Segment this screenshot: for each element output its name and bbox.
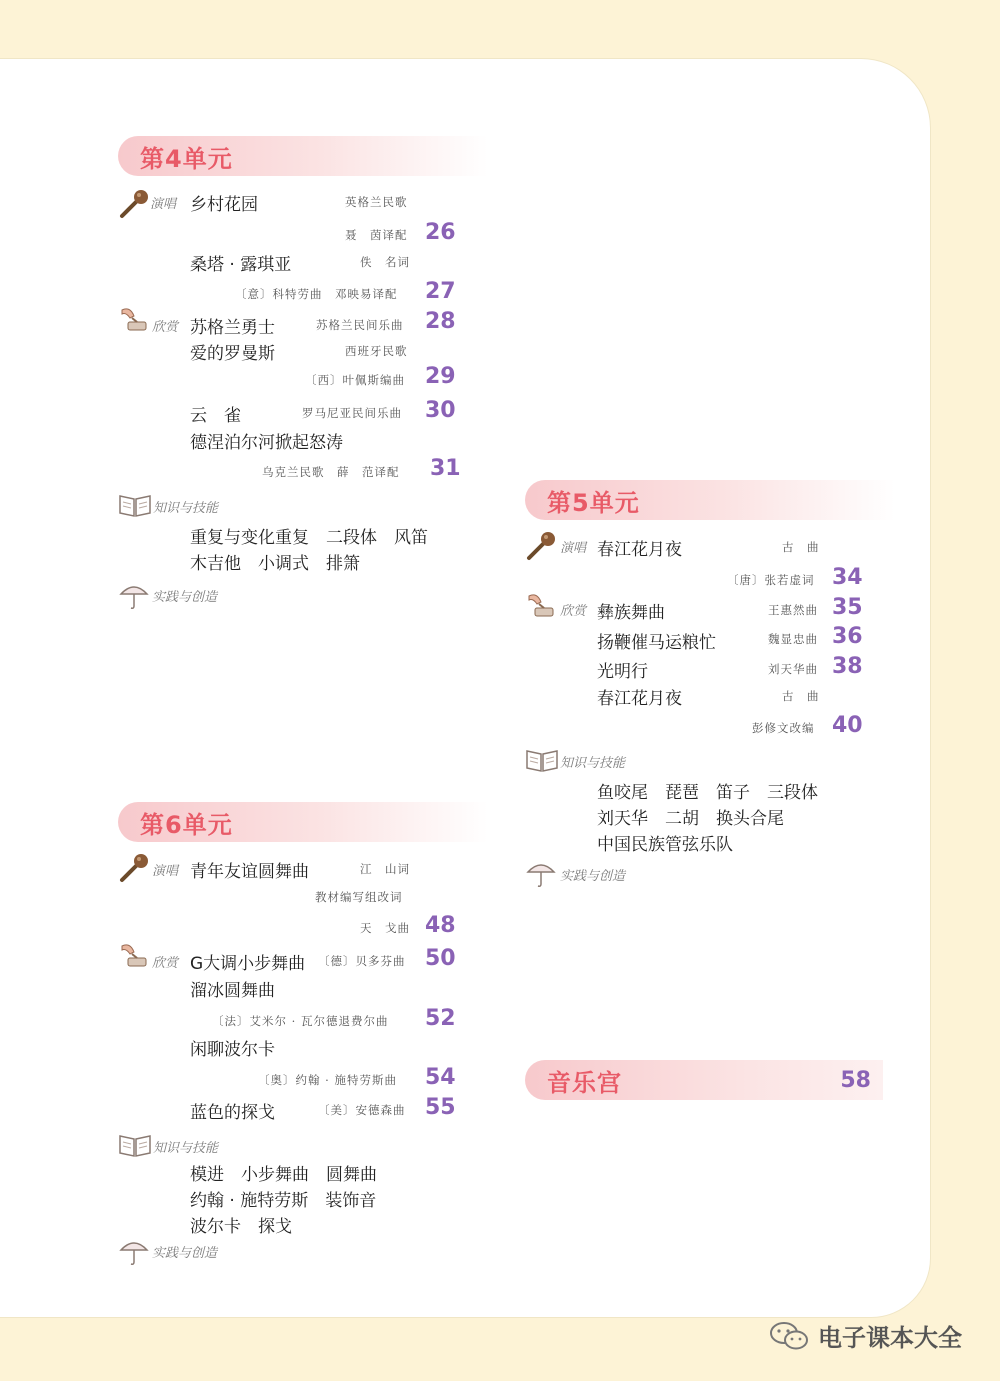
unit-4-header [118, 136, 488, 176]
song-title[interactable]: 青年友谊圆舞曲 [190, 862, 309, 882]
page-number[interactable]: 27 [425, 279, 456, 304]
song-credit: 〔德〕贝多芬曲 [318, 954, 406, 968]
song-credit: 〔唐〕张若虚词 [727, 573, 815, 587]
page-number[interactable]: 54 [425, 1065, 456, 1090]
open-book-icon [525, 745, 559, 773]
song-credit: 刘天华曲 [768, 662, 818, 676]
page-number[interactable]: 50 [425, 946, 456, 971]
song-title[interactable]: 云 雀 [190, 406, 241, 426]
song-credit: 〔法〕艾米尔 · 瓦尔德退费尔曲 [212, 1014, 389, 1028]
song-credit: 古 曲 [782, 689, 820, 703]
song-credit: 王惠然曲 [768, 603, 818, 617]
page-number[interactable]: 34 [832, 565, 863, 590]
listen-label: 欣赏 [152, 956, 179, 971]
open-book-icon [118, 490, 152, 518]
umbrella-icon [118, 1236, 150, 1266]
page-number[interactable]: 35 [832, 595, 863, 620]
song-title[interactable]: 蓝色的探戈 [190, 1103, 275, 1123]
knowledge-label: 知识与技能 [153, 501, 219, 516]
song-title[interactable]: 春江花月夜 [597, 540, 682, 560]
song-title[interactable]: 苏格兰勇士 [190, 318, 275, 338]
song-credit: 魏显忠曲 [768, 632, 818, 646]
song-credit: 〔美〕安德森曲 [318, 1103, 406, 1117]
open-book-icon [118, 1130, 152, 1158]
page-number[interactable]: 26 [425, 220, 456, 245]
song-credit: 聂 茵译配 [345, 228, 408, 242]
microphone-icon [118, 188, 150, 220]
music-palace-title: 音乐宫 [547, 1068, 622, 1097]
page-number[interactable]: 48 [425, 913, 456, 938]
gramophone-icon [118, 940, 150, 972]
sing-label: 演唱 [152, 864, 179, 879]
listen-label: 欣赏 [152, 320, 179, 335]
watermark-text: 电子课本大全 [818, 1324, 962, 1352]
practice-label: 实践与创造 [152, 590, 218, 605]
keyword-line: 重复与变化重复 二段体 风笛 [190, 528, 428, 548]
song-title[interactable]: 闲聊波尔卡 [190, 1040, 275, 1060]
song-credit: 江 山词 [360, 862, 410, 876]
unit-5-header [525, 480, 895, 520]
page-number[interactable]: 40 [832, 713, 863, 738]
song-credit: 罗马尼亚民间乐曲 [302, 406, 402, 420]
unit-5-title: 第5单元 [547, 488, 640, 517]
song-title[interactable]: 德涅泊尔河掀起怒涛 [190, 433, 343, 453]
gramophone-icon [525, 590, 557, 622]
song-credit: 英格兰民歌 [345, 195, 408, 209]
microphone-icon [118, 852, 150, 884]
song-credit: 〔意〕科特劳曲 邓映易译配 [235, 287, 398, 301]
song-title[interactable]: 彝族舞曲 [597, 603, 665, 623]
music-palace-page[interactable]: 58 [840, 1068, 871, 1093]
knowledge-label: 知识与技能 [560, 756, 626, 771]
page-number[interactable]: 31 [430, 456, 461, 481]
page-number[interactable]: 55 [425, 1095, 456, 1120]
song-credit: 〔西〕叶佩斯编曲 [305, 373, 405, 387]
song-title[interactable]: 扬鞭催马运粮忙 [597, 633, 716, 653]
song-title[interactable]: 桑塔 · 露琪亚 [190, 255, 292, 275]
song-title[interactable]: 春江花月夜 [597, 689, 682, 709]
page-number[interactable]: 29 [425, 364, 456, 389]
umbrella-icon [525, 858, 557, 888]
sing-label: 演唱 [560, 541, 587, 556]
page-number[interactable]: 36 [832, 624, 863, 649]
practice-label: 实践与创造 [152, 1246, 218, 1261]
keyword-line: 波尔卡 探戈 [190, 1217, 292, 1237]
knowledge-label: 知识与技能 [153, 1141, 219, 1156]
song-title[interactable]: 乡村花园 [190, 195, 258, 215]
unit-6-title: 第6单元 [140, 810, 233, 839]
gramophone-icon [118, 304, 150, 336]
song-title[interactable]: 溜冰圆舞曲 [190, 981, 275, 1001]
keyword-line: 木吉他 小调式 排箫 [190, 554, 360, 574]
keyword-line: 模进 小步舞曲 圆舞曲 [190, 1165, 377, 1185]
microphone-icon [525, 530, 557, 562]
song-credit: 教材编写组改词 [315, 890, 403, 904]
song-credit: 古 曲 [782, 540, 820, 554]
song-title[interactable]: G大调小步舞曲 [190, 954, 306, 974]
page-number[interactable]: 38 [832, 654, 863, 679]
watermark [768, 1318, 962, 1353]
song-credit: 苏格兰民间乐曲 [316, 318, 404, 332]
unit-4-title: 第4单元 [140, 144, 233, 173]
umbrella-icon [118, 580, 150, 610]
sing-label: 演唱 [150, 197, 177, 212]
song-credit: 天 戈曲 [360, 921, 410, 935]
page-number[interactable]: 28 [425, 309, 456, 334]
unit-6-header [118, 802, 488, 842]
keyword-line: 鱼咬尾 琵琶 笛子 三段体 [597, 783, 818, 803]
song-credit: 西班牙民歌 [345, 344, 408, 358]
keyword-line: 刘天华 二胡 换头合尾 [597, 809, 784, 829]
wechat-icon [768, 1320, 810, 1352]
page-number[interactable]: 52 [425, 1006, 456, 1031]
keyword-line: 约翰 · 施特劳斯 装饰音 [190, 1191, 377, 1211]
music-palace-header[interactable] [525, 1060, 883, 1100]
listen-label: 欣赏 [560, 604, 587, 619]
song-credit: 乌克兰民歌 薛 范译配 [262, 465, 400, 479]
page-number[interactable]: 30 [425, 398, 456, 423]
song-credit: 佚 名词 [360, 255, 410, 269]
song-credit: 彭修文改编 [752, 721, 815, 735]
song-credit: 〔奥〕约翰 · 施特劳斯曲 [258, 1073, 397, 1087]
song-title[interactable]: 光明行 [597, 662, 648, 682]
keyword-line: 中国民族管弦乐队 [597, 835, 733, 855]
practice-label: 实践与创造 [560, 869, 626, 884]
song-title[interactable]: 爱的罗曼斯 [190, 344, 275, 364]
